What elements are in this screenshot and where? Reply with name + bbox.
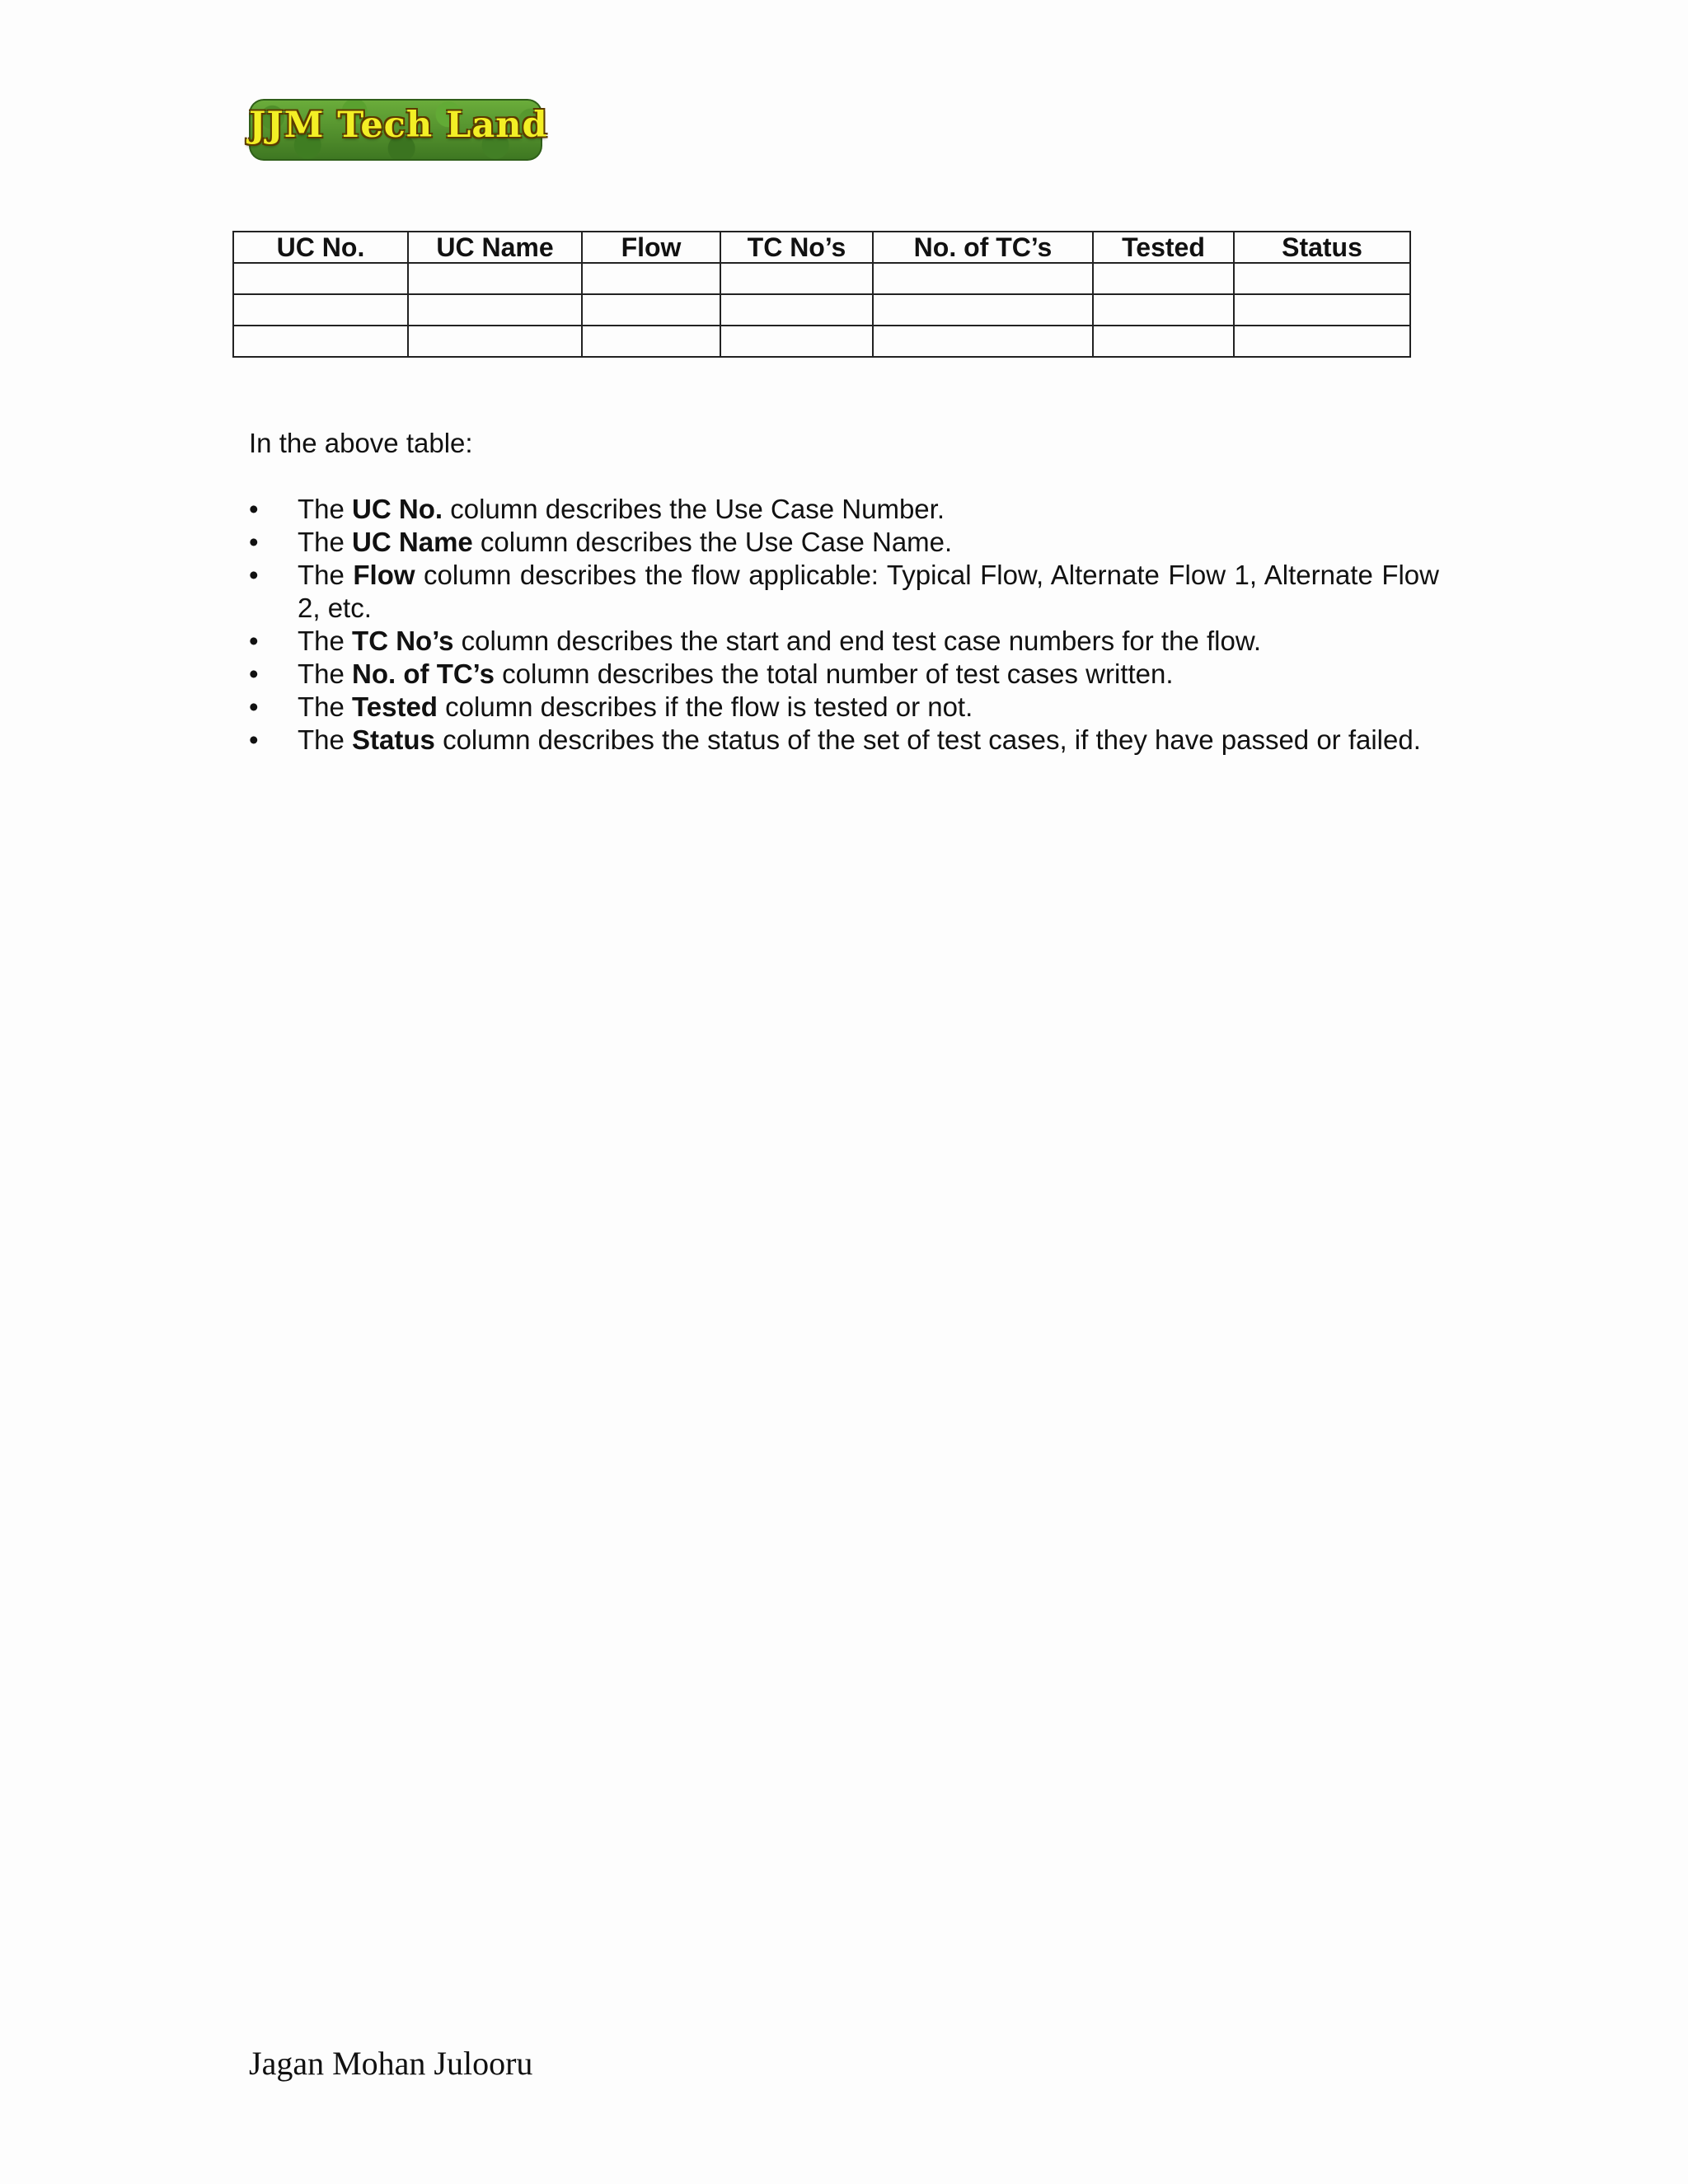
header-tc-nos: TC No’s: [720, 232, 873, 263]
column-name: No. of TC’s: [352, 658, 495, 689]
item-description: column describes the Use Case Number.: [443, 494, 945, 524]
table-cell: [1093, 263, 1234, 294]
table-cell: [1093, 294, 1234, 326]
table-cell: [582, 326, 720, 357]
list-item: [249, 625, 1439, 658]
column-description-list: [249, 493, 1439, 757]
table-cell: [1093, 326, 1234, 357]
list-item: [249, 691, 1439, 724]
bullet-icon: •: [249, 691, 259, 722]
header-uc-name: UC Name: [408, 232, 582, 263]
table-row: [233, 263, 1410, 294]
table-cell: [873, 263, 1093, 294]
list-item: [249, 658, 1439, 691]
header-tested: Tested: [1093, 232, 1234, 263]
item-prefix: The: [298, 560, 354, 590]
bullet-icon: •: [249, 658, 259, 689]
column-name: Status: [352, 724, 435, 755]
header-no-of-tcs: No. of TC’s: [873, 232, 1093, 263]
column-name: Tested: [352, 691, 438, 722]
bullet-icon: •: [249, 527, 259, 557]
table-cell: [582, 294, 720, 326]
item-description: column describes the status of the set of test cases, if they have passed or failed.: [434, 724, 1421, 755]
bullet-icon: •: [249, 494, 259, 524]
item-description: column describes if the flow is tested or not.: [437, 691, 973, 722]
logo: [249, 99, 548, 161]
column-name: Flow: [353, 560, 415, 590]
table-cell: [408, 294, 582, 326]
item-prefix: The: [298, 658, 353, 689]
table-cell: [720, 326, 873, 357]
column-name: UC Name: [352, 527, 473, 557]
header-flow: Flow: [582, 232, 720, 263]
column-name: TC No’s: [352, 626, 454, 656]
column-name: UC No.: [352, 494, 443, 524]
bullet-icon: •: [249, 560, 259, 590]
logo-text: JJM Tech Land: [249, 105, 548, 146]
item-prefix: The: [298, 691, 353, 722]
use-case-table: [232, 231, 1411, 358]
table-cell: [582, 263, 720, 294]
table-cell: [408, 326, 582, 357]
list-item: [249, 559, 1439, 625]
table-cell: [720, 294, 873, 326]
item-description: column describes the total number of test cases written.: [494, 658, 1174, 689]
item-prefix: The: [298, 527, 353, 557]
item-prefix: The: [298, 494, 353, 524]
table-cell: [720, 263, 873, 294]
item-prefix: The: [298, 724, 353, 755]
table-cell: [233, 294, 408, 326]
table-cell: [873, 326, 1093, 357]
table-cell: [233, 263, 408, 294]
table-cell: [1234, 294, 1410, 326]
item-description: column describes the flow applicable: Typical Flow, Alternate Flow 1, Alternate Flow 2, etc.: [298, 560, 1439, 623]
table-cell: [1234, 326, 1410, 357]
intro-text: In the above table:: [249, 428, 473, 458]
list-item: [249, 493, 1439, 526]
table-row: [233, 326, 1410, 357]
table-cell: [408, 263, 582, 294]
item-description: column describes the Use Case Name.: [472, 527, 953, 557]
item-prefix: The: [298, 626, 353, 656]
table-row: [233, 294, 1410, 326]
table-cell: [233, 326, 408, 357]
bullet-icon: •: [249, 626, 259, 656]
header-status: Status: [1234, 232, 1410, 263]
item-description: column describes the start and end test case numbers for the flow.: [453, 626, 1262, 656]
bullet-icon: •: [249, 724, 259, 755]
list-item: [249, 526, 1439, 559]
table-cell: [873, 294, 1093, 326]
table-header-row: [233, 232, 1410, 263]
list-item: [249, 724, 1439, 757]
footer-author: Jagan Mohan Julooru: [249, 2045, 533, 2082]
table-cell: [1234, 263, 1410, 294]
header-uc-no: UC No.: [233, 232, 408, 263]
